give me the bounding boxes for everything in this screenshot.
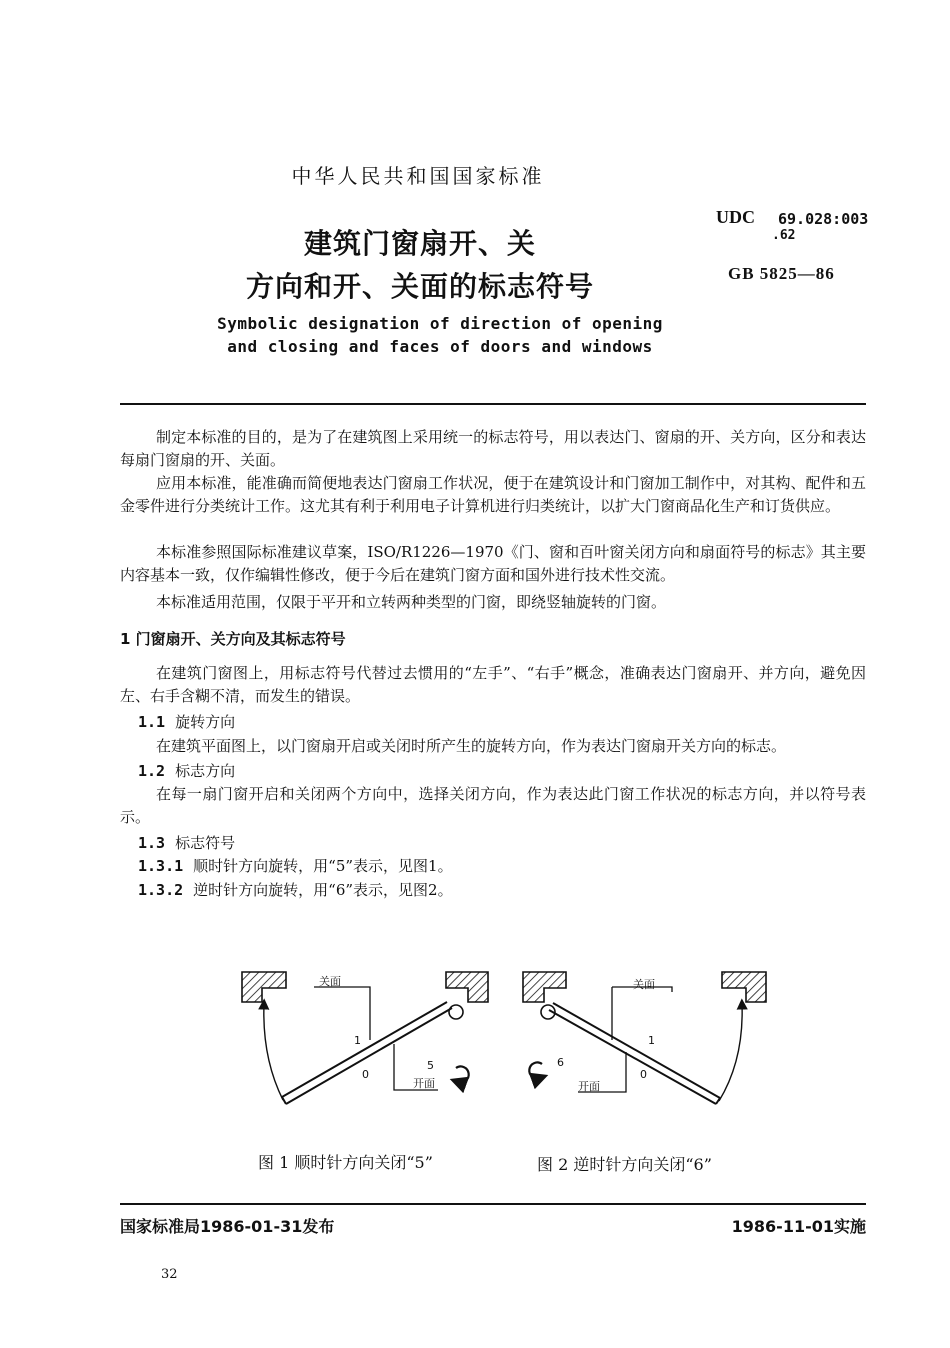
intro-paragraph: 制定本标准的目的，是为了在建筑图上采用统一的标志符号，用以表达门、窗扇的开、关方向，区分和表达每扇门窗扇的开、关面。: [120, 428, 866, 469]
subsection-number: 1.2: [138, 762, 166, 780]
fig1-label-1: 1: [354, 1034, 361, 1047]
figure-2-caption: 图 2 逆时针方向关闭“6”: [537, 1155, 712, 1174]
udc-label: UDC: [716, 207, 755, 227]
footer-rule: [120, 1203, 866, 1205]
fig2-opening-face-label: 开面: [578, 1080, 600, 1093]
section-heading: 1 门窗扇开、关方向及其标志符号: [120, 630, 346, 648]
issuer-title: 中华人民共和国国家标准: [291, 164, 545, 188]
standard-title-line1: 建筑门窗扇开、关: [303, 227, 536, 260]
subsection-number: 1.3.1: [138, 857, 184, 875]
fig1-closing-face-label: 关面: [319, 975, 341, 988]
subsection-text: 顺时针方向旋转，用“5”表示，见图1。: [193, 857, 453, 875]
intro-paragraph: 本标准参照国际标准建议草案，ISO/R1226—1970《门、窗和百叶窗关闭方向和扇面符号的标志》其主要内容基本一致，仅作编辑性修改，便于今后在建筑门窗方面和国外进行技术性交流。: [120, 543, 866, 584]
section-paragraph: 在建筑门窗图上，用标志符号代替过去惯用的“左手”、“右手”概念，准确表达门窗扇开、并方向，避免因左、右手含糊不清，而发生的错误。: [120, 664, 866, 705]
subsection-title: 标志方向: [175, 762, 236, 780]
wall-left: [523, 972, 566, 1002]
fig2-closing-face-label: 关面: [633, 978, 655, 991]
gb-number: GB 5825—86: [728, 264, 835, 283]
swing-arc: [264, 1004, 283, 1100]
subsection-number: 1.1: [138, 713, 166, 731]
subsection-number: 1.3: [138, 834, 166, 852]
effective-date: 1986-11-01实施: [731, 1217, 866, 1236]
swing-arc: [719, 1004, 742, 1101]
published-date: 国家标准局1986-01-31发布: [120, 1217, 335, 1236]
intro-paragraph: 本标准适用范围，仅限于平开和立转两种类型的门窗，即绕竖轴旋转的门窗。: [156, 593, 667, 611]
figure-1-caption: 图 1 顺时针方向关闭“5”: [258, 1153, 433, 1172]
fig1-opening-face-label: 开面: [413, 1077, 435, 1090]
wall-left: [242, 972, 286, 1002]
counterclockwise-icon: [529, 1062, 542, 1078]
door-leaf: [549, 1010, 716, 1104]
page-number: 32: [161, 1267, 178, 1282]
subsection-text: 逆时针方向旋转，用“6”表示，见图2。: [193, 881, 453, 899]
subsection-title: 标志符号: [175, 834, 236, 852]
fig2-label-6: 6: [557, 1056, 564, 1069]
fig1-label-5: 5: [427, 1059, 434, 1072]
wall-right: [722, 972, 766, 1002]
figure-1: [242, 972, 488, 1104]
english-title-line1: Symbolic designation of direction of opening: [217, 314, 663, 333]
hinge: [449, 1005, 463, 1019]
subsection-text: 在建筑平面图上，以门窗扇开启或关闭时所产生的旋转方向，作为表达门窗扇开关方向的标志。: [156, 737, 787, 755]
intro-paragraph: 应用本标准，能准确而简便地表达门窗扇工作状况，便于在建筑设计和门窗加工制作中，对其构、配件和五金零件进行分类统计工作。这尤其有利于利用电子计算机进行归类统计，以扩大门窗商品化生产和订货供应。: [120, 474, 866, 515]
subsection-number: 1.3.2: [138, 881, 184, 899]
subsection-text: 在每一扇门窗开启和关闭两个方向中，选择关闭方向，作为表达此门窗工作状况的标志方向，并以符号表示。: [120, 785, 866, 826]
fig2-label-0: 0: [640, 1068, 647, 1081]
fig2-label-1: 1: [648, 1034, 655, 1047]
clockwise-icon: [456, 1066, 469, 1082]
subsection-title: 旋转方向: [175, 713, 236, 731]
closing-face-leader: [314, 987, 370, 1040]
udc-sub: .62: [772, 228, 796, 243]
standard-title-line2: 方向和开、关面的标志符号: [245, 270, 594, 303]
english-title-line2: and closing and faces of doors and windows: [227, 337, 653, 356]
wall-right: [446, 972, 488, 1002]
udc-number: 69.028:003: [778, 210, 869, 228]
fig1-label-0: 0: [362, 1068, 369, 1081]
